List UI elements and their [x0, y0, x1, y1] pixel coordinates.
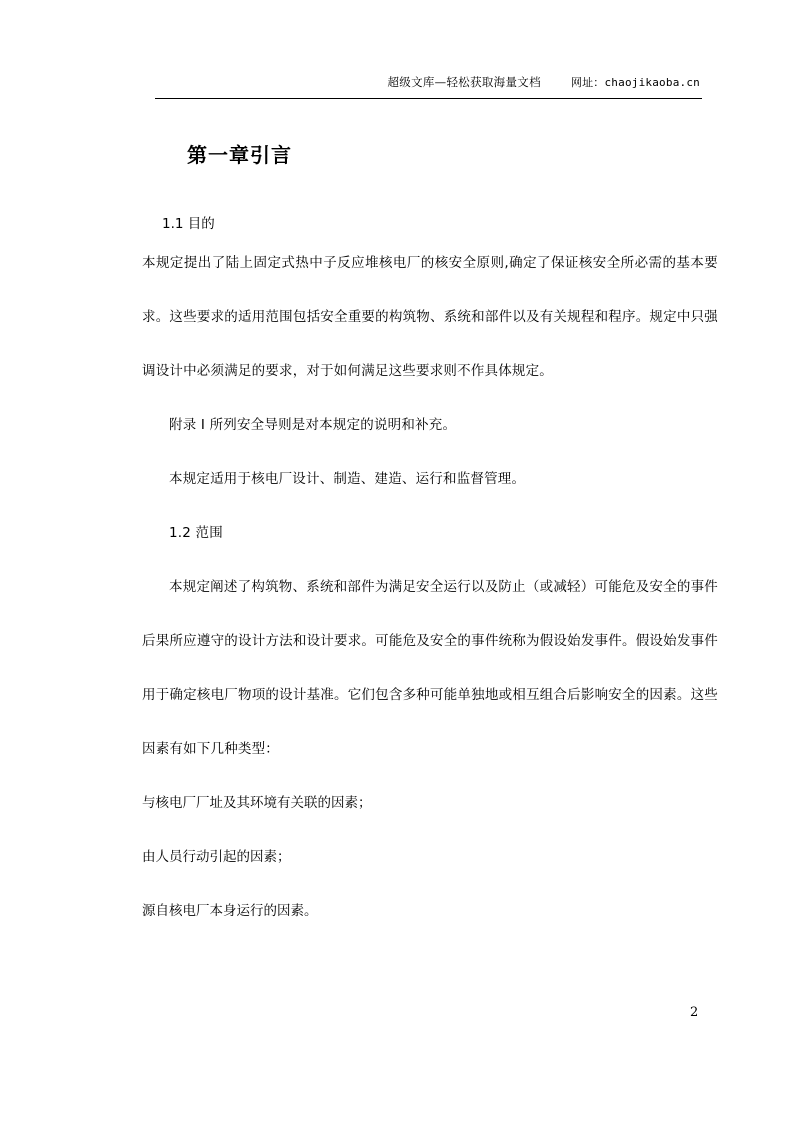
list-item: 与核电厂厂址及其环境有关联的因素； — [142, 795, 372, 811]
header-divider — [155, 98, 702, 99]
header-title: 超级文库—轻松获取海量文档 — [387, 75, 541, 89]
paragraph-1-1-3: 本规定适用于核电厂设计、制造、建造、运行和监督管理。 — [169, 471, 526, 487]
section-heading-1-2: 1.2 范围 — [169, 525, 223, 541]
section-heading-1-1: 1.1 目的 — [162, 216, 215, 232]
paragraph-1-1-2: 附录 I 所列安全导则是对本规定的说明和补充。 — [169, 417, 457, 433]
header-website-url: 网址：chaojikaoba.cn — [570, 76, 700, 89]
document-body — [142, 130, 718, 938]
chapter-title: 第一章引言 — [187, 143, 292, 167]
paragraph-1-1-1: 本规定提出了陆上固定式热中子反应堆核电厂的核安全原则,确定了保证核安全所必需的基本要求。这些要求的适用范围包括安全重要的构筑物、系统和部件以及有关规程和程序。规定中只强调设计中必须满足的要求，对于如何满足这些要求则不作具体规定。 — [142, 255, 718, 379]
paragraph-1-2-1: 本规定阐述了构筑物、系统和部件为满足安全运行以及防止（或减轻）可能危及安全的事件后果所应遵守的设计方法和设计要求。可能危及安全的事件统称为假设始发事件。假设始发事件用于确定核电厂物项的设计基准。它们包含多种可能单独地或相互组合后影响安全的因素。这些因素有如下几种类型： — [142, 579, 718, 757]
page-number: 2 — [690, 1005, 699, 1020]
list-item: 源自核电厂本身运行的因素。 — [142, 903, 318, 919]
page-header — [155, 74, 702, 102]
list-item: 由人员行动引起的因素； — [142, 849, 291, 865]
